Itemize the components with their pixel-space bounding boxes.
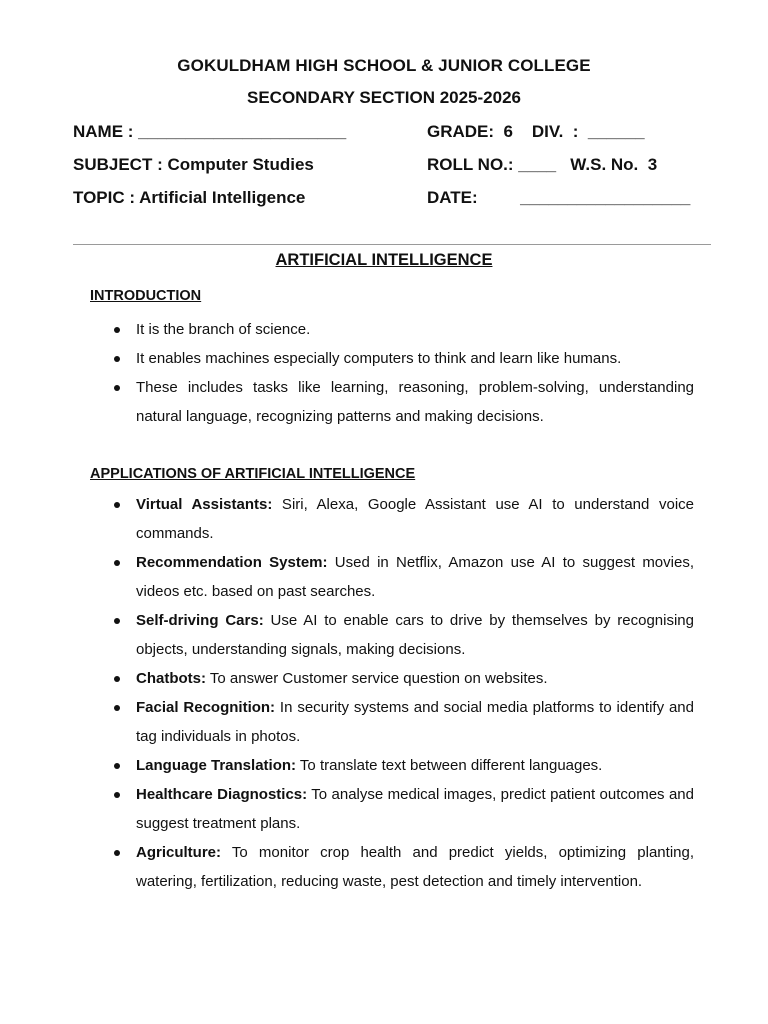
name-field: NAME : ______________________ (73, 122, 347, 141)
introduction-heading: INTRODUCTION (90, 288, 202, 304)
bullet-icon (114, 618, 120, 624)
application-term: Recommendation System: (136, 554, 328, 571)
section-year: SECONDARY SECTION 2025-2026 (247, 88, 521, 107)
bullet-icon (114, 705, 120, 711)
application-term: Language Translation: (136, 757, 297, 774)
school-name: GOKULDHAM HIGH SCHOOL & JUNIOR COLLEGE (177, 56, 591, 75)
list-item (136, 693, 694, 751)
list-item (136, 315, 694, 344)
bullet-icon (114, 763, 120, 769)
application-description: In security systems and social media platforms to identify and tag individuals in photos. (136, 699, 694, 745)
date-field: DATE: __________________ (427, 188, 691, 207)
list-item-text: These includes tasks like learning, reasoning, problem-solving, understanding natural language, recognizing patterns and making decisions. (136, 379, 694, 425)
list-item (136, 373, 694, 431)
application-description: Used in Netflix, Amazon use AI to suggest movies, videos etc. based on past searches. (136, 554, 694, 600)
application-description: To translate text between different languages. (296, 757, 603, 774)
bullet-icon (114, 327, 120, 333)
list-item-text: It is the branch of science. (136, 321, 311, 338)
list-item (136, 780, 694, 838)
bullet-icon (114, 560, 120, 566)
introduction-list (136, 315, 694, 431)
bullet-icon (114, 850, 120, 856)
applications-heading: APPLICATIONS OF ARTIFICIAL INTELLIGENCE (90, 466, 416, 482)
application-term: Agriculture: (136, 844, 222, 861)
header-divider (73, 244, 711, 245)
list-item (136, 548, 694, 606)
application-description: To monitor crop health and predict yields, optimizing planting, watering, fertilization, reducing waste, pest detection and timely intervention. (136, 844, 694, 890)
application-term: Healthcare Diagnostics: (136, 786, 308, 803)
application-description: Use AI to enable cars to drive by themselves by recognising objects, understanding signals, making decisions. (136, 612, 694, 658)
topic-field: TOPIC : Artificial Intelligence (73, 188, 306, 207)
list-item (136, 751, 694, 780)
list-item (136, 490, 694, 548)
application-term: Self-driving Cars: (136, 612, 264, 629)
application-description: To answer Customer service question on websites. (206, 670, 548, 687)
bullet-icon (114, 676, 120, 682)
roll-worksheet-field: ROLL NO.: ____ W.S. No. 3 (427, 155, 658, 174)
subject-field: SUBJECT : Computer Studies (73, 155, 314, 174)
grade-division-field: GRADE: 6 DIV. : ______ (427, 122, 645, 141)
bullet-icon (114, 792, 120, 798)
list-item (136, 838, 694, 896)
application-description: To analyse medical images, predict patient outcomes and suggest treatment plans. (136, 786, 694, 832)
list-item (136, 344, 694, 373)
document-title: ARTIFICIAL INTELLIGENCE (275, 251, 493, 269)
application-term: Virtual Assistants: (136, 496, 273, 513)
bullet-icon (114, 356, 120, 362)
list-item-text: It enables machines especially computers to think and learn like humans. (136, 350, 622, 367)
applications-list (136, 490, 694, 896)
list-item (136, 606, 694, 664)
list-item (136, 664, 694, 693)
bullet-icon (114, 385, 120, 391)
bullet-icon (114, 502, 120, 508)
application-term: Chatbots: (136, 670, 206, 687)
application-term: Facial Recognition: (136, 699, 276, 716)
application-description: Siri, Alexa, Google Assistant use AI to understand voice commands. (136, 496, 694, 542)
